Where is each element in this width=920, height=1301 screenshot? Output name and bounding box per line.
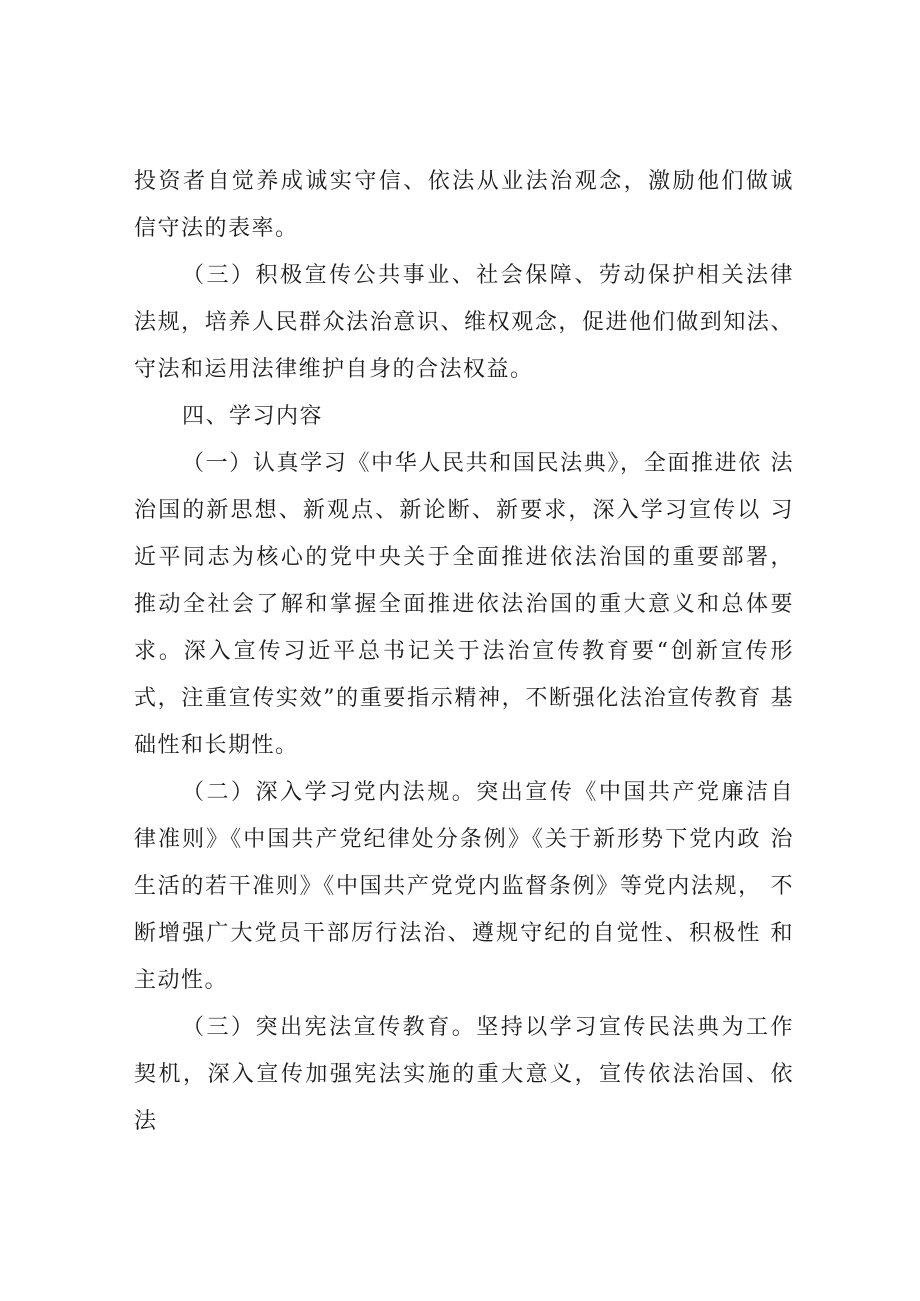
document-body <box>134 158 794 1145</box>
section-heading-study-content: 四、学习内容 <box>182 404 324 429</box>
paragraph-party-regulations: （二）深入学习党内法规。突出宣传《中国共产党廉洁自 律准则》《中国共产党纪律处分条例》《关于新形势下党内政 治生活的若干准则》《中国共产党党内监督条例》等党内法规， 不断增强广大党员干部厉行法治、遵规守纪的自觉性、积极性 和主动性。 <box>134 780 794 993</box>
paragraph-investor-integrity: 投资者自觉养成诚实守信、依法从业法治观念，激励他们做诚 信守法的表率。 <box>134 169 794 241</box>
paragraph-civil-code: （一）认真学习《中华人民共和国民法典》，全面推进依 法治国的新思想、新观点、新论断、新要求，深入学习宣传以 习近平同志为核心的党中央关于全面推进依法治国的重要部署， 推动全社会了解和掌握全面推进依法治国的重大意义和总体要 求。深入宣传习近平总书记关于法治宣传教育要“创新宣传形 式，注重宣传实效”的重要指示精神，不断强化法治宣传教育 基础性和长期性。 <box>134 451 794 758</box>
paragraph-public-affairs-law: （三）积极宣传公共事业、社会保障、劳动保护相关法律 法规，培养人民群众法治意识、维权观念，促进他们做到知法、 守法和运用法律维护自身的合法权益。 <box>134 263 794 382</box>
paragraph-constitution-education: （三）突出宪法宣传教育。坚持以学习宣传民法典为工作 契机，深入宣传加强宪法实施的重大意义，宣传依法治国、依 法 <box>134 1015 794 1134</box>
